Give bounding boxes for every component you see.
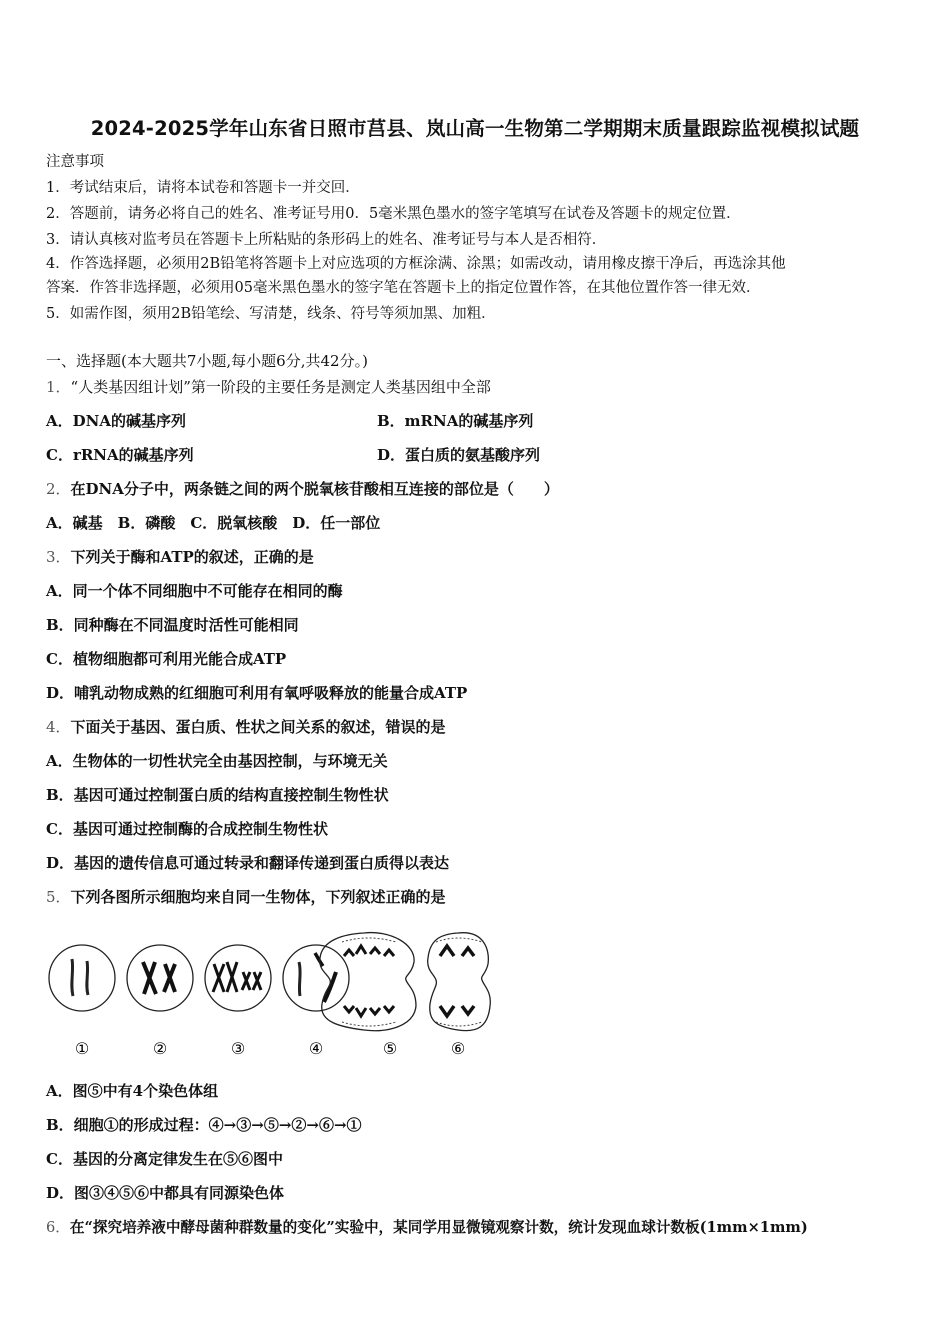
question-stem: 在“探究培养液中酵母菌种群数量的变化”实验中，某同学用显微镜观察计数，统计发现血球计数板(1mm×1mm) bbox=[69, 1219, 808, 1236]
question-number: 3． bbox=[46, 548, 71, 566]
question-stem: 下面关于基因、蛋白质、性状之间关系的叙述，错误的是 bbox=[70, 718, 446, 736]
q5-option-c: C．基因的分离定律发生在⑤⑥图中 bbox=[46, 1150, 283, 1168]
notice-item: 3．请认真核对监考员在答题卡上所粘贴的条形码上的姓名、准考证号与本人是否相符． bbox=[46, 232, 607, 248]
figure-label: ⑤ bbox=[382, 1039, 398, 1058]
q1-option-a: A．DNA的碱基序列 bbox=[46, 412, 186, 430]
exam-title: 2024-2025学年山东省日照市莒县、岚山高一生物第二学期期末质量跟踪监视模拟试题 bbox=[90, 117, 860, 140]
q3-option-a: A．同一个体不同细胞中不可能存在相同的酶 bbox=[46, 582, 343, 600]
q5-option-d: D．图③④⑤⑥中都具有同源染色体 bbox=[46, 1184, 285, 1202]
figure-label: ② bbox=[152, 1039, 168, 1058]
q5-option-b: B．细胞①的形成过程：④→③→⑤→②→⑥→① bbox=[46, 1116, 362, 1134]
question-stem: 在DNA分子中，两条链之间的两个脱氧核苷酸相互连接的部位是（ ） bbox=[70, 480, 559, 498]
notice-item: 1．考试结束后，请将本试卷和答题卡一并交回． bbox=[46, 180, 360, 196]
question-stem: 下列各图所示细胞均来自同一生物体，下列叙述正确的是 bbox=[70, 888, 446, 906]
cell-2-diagram bbox=[127, 945, 193, 1011]
question-4 bbox=[46, 716, 446, 737]
section-heading: 一、选择题(本大题共7小题,每小题6分,共42分。) bbox=[46, 352, 368, 370]
question-stem: “人类基因组计划”第一阶段的主要任务是测定人类基因组中全部 bbox=[70, 378, 491, 396]
q2-options: A．碱基 B．磷酸 C．脱氧核酸 D．任一部位 bbox=[46, 514, 381, 532]
q5-option-a: A．图⑤中有4个染色体组 bbox=[46, 1082, 219, 1100]
cell-6-diagram bbox=[428, 933, 491, 1031]
question-number: 5． bbox=[46, 888, 71, 906]
q1-option-b: B．mRNA的碱基序列 bbox=[377, 412, 534, 430]
figure-label: ④ bbox=[308, 1039, 324, 1058]
question-5 bbox=[46, 886, 446, 907]
question-6 bbox=[46, 1216, 808, 1237]
q4-option-d: D．基因的遗传信息可通过转录和翻译传递到蛋白质得以表达 bbox=[46, 854, 450, 872]
notice-item: 4．作答选择题，必须用2B铅笔将答题卡上对应选项的方框涂满、涂黑；如需改动，请用橡皮擦干净后，再选涂其他 bbox=[46, 256, 786, 272]
question-1 bbox=[46, 376, 491, 397]
figure-label: ① bbox=[74, 1039, 90, 1058]
q1-option-c: C．rRNA的碱基序列 bbox=[46, 446, 194, 464]
cell-1-diagram bbox=[49, 945, 115, 1011]
notice-heading: 注意事项 bbox=[46, 154, 104, 170]
question-number: 2． bbox=[46, 480, 71, 498]
q3-option-b: B．同种酶在不同温度时活性可能相同 bbox=[46, 616, 299, 634]
q3-option-d: D．哺乳动物成熟的红细胞可利用有氧呼吸释放的能量合成ATP bbox=[46, 684, 468, 702]
notice-item: 5．如需作图，须用2B铅笔绘、写清楚，线条、符号等须加黑、加粗． bbox=[46, 306, 496, 322]
q3-option-c: C．植物细胞都可利用光能合成ATP bbox=[46, 650, 287, 668]
question-number: 1． bbox=[46, 378, 71, 396]
q4-option-a: A．生物体的一切性状完全由基因控制，与环境无关 bbox=[46, 752, 388, 770]
question-2 bbox=[46, 478, 559, 499]
notice-item: 答案．作答非选择题，必须用05毫米黑色墨水的签字笔在答题卡上的指定位置作答，在其他位置作答一律无效． bbox=[46, 280, 761, 296]
q1-option-d: D．蛋白质的氨基酸序列 bbox=[377, 446, 541, 464]
question-stem: 下列关于酶和ATP的叙述，正确的是 bbox=[70, 548, 314, 566]
question-number: 6． bbox=[46, 1219, 70, 1236]
cell-3-diagram bbox=[205, 945, 271, 1011]
figure-label: ③ bbox=[230, 1039, 246, 1058]
q4-option-c: C．基因可通过控制酶的合成控制生物性状 bbox=[46, 820, 328, 838]
question-3 bbox=[46, 546, 314, 567]
q4-option-b: B．基因可通过控制蛋白质的结构直接控制生物性状 bbox=[46, 786, 389, 804]
question-number: 4． bbox=[46, 718, 71, 736]
cell-4-diagram bbox=[283, 945, 349, 1011]
figure-label: ⑥ bbox=[450, 1039, 466, 1058]
notice-item: 2．答题前，请务必将自己的姓名、准考证号用0．5毫米黑色墨水的签字笔填写在试卷及答题卡的规定位置． bbox=[46, 206, 741, 222]
cell-division-figure bbox=[44, 926, 496, 1060]
